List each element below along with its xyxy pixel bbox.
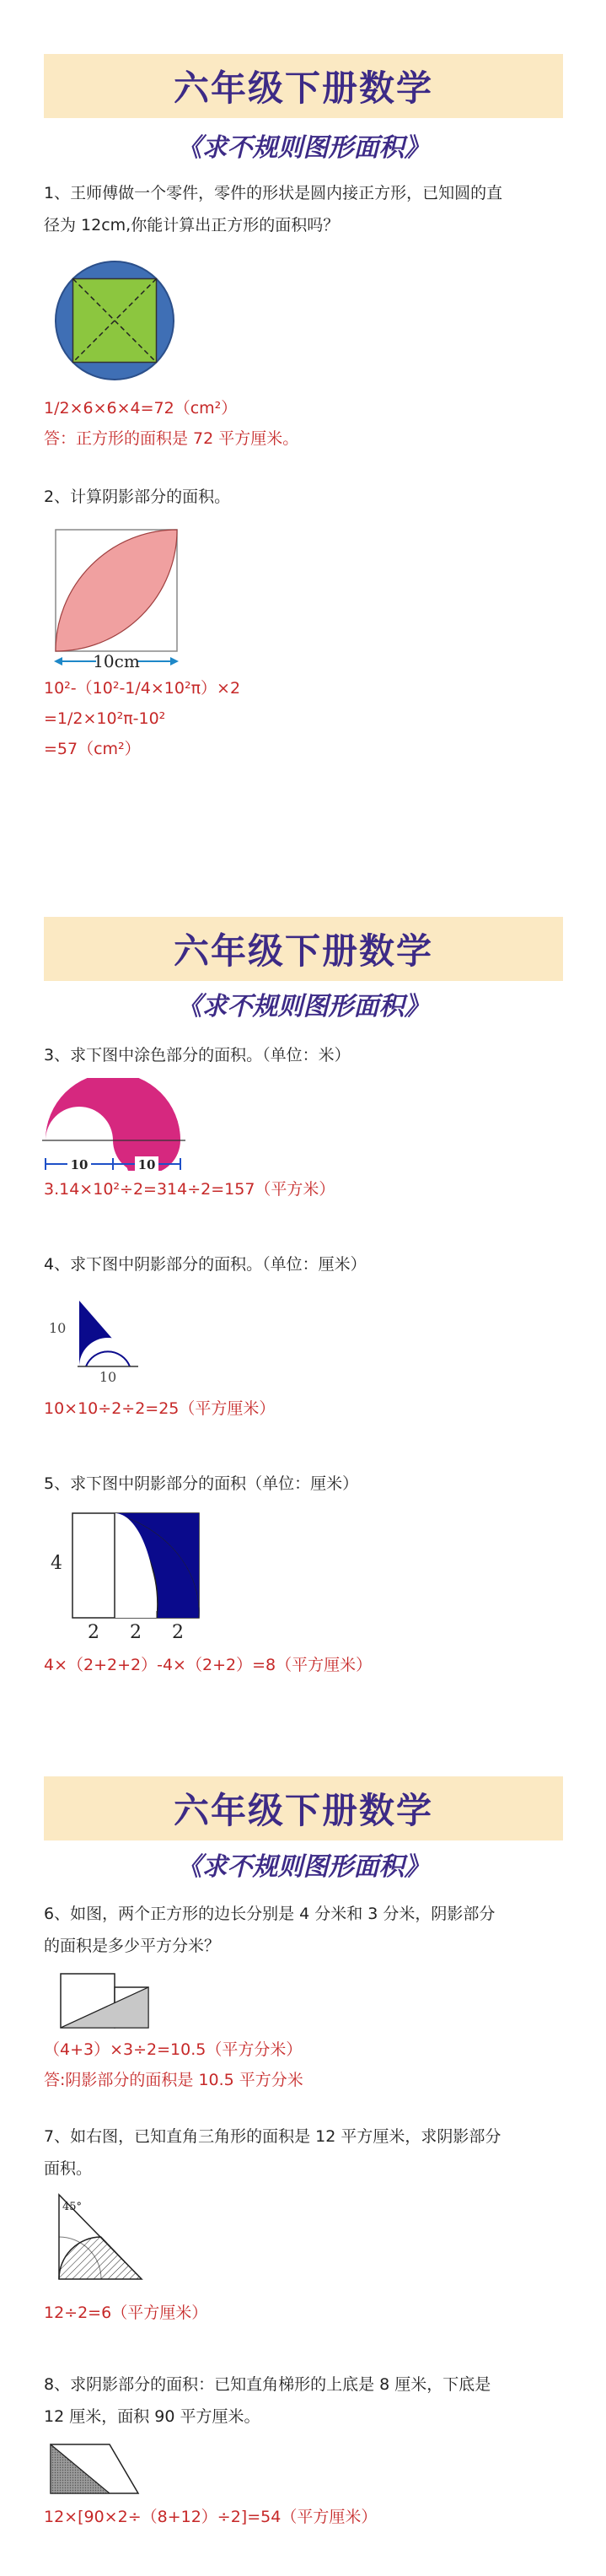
bottom-label: 10 (99, 1369, 117, 1383)
answer-line: =1/2×10²π-10² (44, 709, 166, 728)
answer-line: 4×（2+2+2）-4×（2+2）=8（平方厘米） (44, 1656, 373, 1674)
answer-line: 1/2×6×6×4=72（cm²） (44, 399, 238, 418)
problem-line: 3、求下图中涂色部分的面积。（单位：米） (44, 1046, 351, 1064)
circle-square-figure (52, 258, 177, 383)
right-triangle-figure (54, 2190, 147, 2288)
section-banner (44, 917, 563, 981)
problem-4-text (44, 1248, 575, 1280)
problem-line: 6、如图，两个正方形的边长分别是 4 分米和 3 分米，阴影部分 (44, 1905, 496, 1923)
dimension-label: 10 (137, 1157, 156, 1171)
quarter-circle-figure (44, 1291, 179, 1383)
problem-1-answer (44, 393, 575, 454)
banner-title: 六年级下册数学 (173, 930, 433, 972)
section-subtitle: 《求不规则图形面积》 (176, 133, 430, 163)
answer-line: 答：正方形的面积是 72 平方厘米。 (44, 429, 299, 448)
segment-label: 2 (88, 1622, 99, 1643)
problem-6-text (44, 1898, 575, 1962)
segment-label: 2 (172, 1622, 184, 1643)
problem-7-text (44, 2121, 575, 2185)
section-banner (44, 1776, 563, 1840)
answer-line: 12÷2=6（平方厘米） (44, 2304, 208, 2322)
semicircle-figure (42, 1078, 185, 1171)
height-label: 4 (51, 1553, 62, 1574)
banner-title: 六年级下册数学 (173, 67, 433, 109)
answer-line: =57（cm²） (44, 740, 141, 758)
problem-line: 面积。 (44, 2159, 93, 2178)
problem-5-answer (44, 1650, 575, 1680)
problem-1-text (44, 177, 575, 241)
problem-5-text (44, 1468, 575, 1500)
problem-8-text (44, 2369, 575, 2433)
section-subtitle: 《求不规则图形面积》 (176, 1852, 430, 1882)
problem-2-answer (44, 673, 575, 764)
angle-label: 45° (62, 2201, 83, 2213)
answer-line: 10²-（10²-1/4×10²π）×2 (44, 679, 241, 698)
problem-line: 径为 12cm,你能计算出正方形的面积吗？ (44, 216, 340, 234)
answer-line: 12×[90×2÷（8+12）÷2]=54（平方厘米） (44, 2508, 378, 2526)
problem-line: 12 厘米，面积 90 平方厘米。 (44, 2407, 260, 2426)
problem-6-answer (44, 2034, 575, 2095)
segment-label: 2 (130, 1622, 142, 1643)
answer-line: 3.14×10²÷2=314÷2=157（平方米） (44, 1180, 335, 1199)
problem-7-answer (44, 2298, 575, 2328)
problem-4-answer (44, 1393, 575, 1424)
section-banner (44, 54, 563, 118)
problem-8-answer (44, 2502, 575, 2532)
answer-line: 10×10÷2÷2=25（平方厘米） (44, 1399, 276, 1418)
trapezoid-figure (49, 2441, 142, 2497)
problem-3-text (44, 1039, 575, 1071)
problem-line: 4、求下图中阴影部分的面积。（单位：厘米） (44, 1255, 367, 1274)
banner-title: 六年级下册数学 (173, 1790, 433, 1831)
two-squares-figure (59, 1970, 152, 2033)
dimension-label: 10 (70, 1157, 88, 1171)
problem-line: 5、求下图中阴影部分的面积（单位：厘米） (44, 1474, 359, 1493)
problem-line: 2、计算阴影部分的面积。 (44, 488, 231, 506)
lens-figure (47, 526, 190, 670)
side-label: 10 (49, 1320, 67, 1336)
answer-line: （4+3）×3÷2=10.5（平方分米） (44, 2040, 303, 2059)
answer-line: 答:阴影部分的面积是 10.5 平方分米 (44, 2071, 303, 2089)
problem-line: 7、如右图，已知直角三角形的面积是 12 平方厘米，求阴影部分 (44, 2127, 501, 2146)
problem-line: 1、王师傅做一个零件，零件的形状是圆内接正方形，已知圆的直 (44, 184, 503, 202)
problem-line: 8、求阴影部分的面积：已知直角梯形的上底是 8 厘米，下底是 (44, 2375, 491, 2394)
problem-2-text (44, 481, 575, 513)
lens-side-label: 10cm (93, 651, 140, 670)
problem-3-answer (44, 1174, 575, 1204)
section-subtitle: 《求不规则图形面积》 (176, 992, 430, 1021)
problem-line: 的面积是多少平方分米？ (44, 1937, 221, 1955)
rectangle-arc-figure (44, 1510, 212, 1645)
